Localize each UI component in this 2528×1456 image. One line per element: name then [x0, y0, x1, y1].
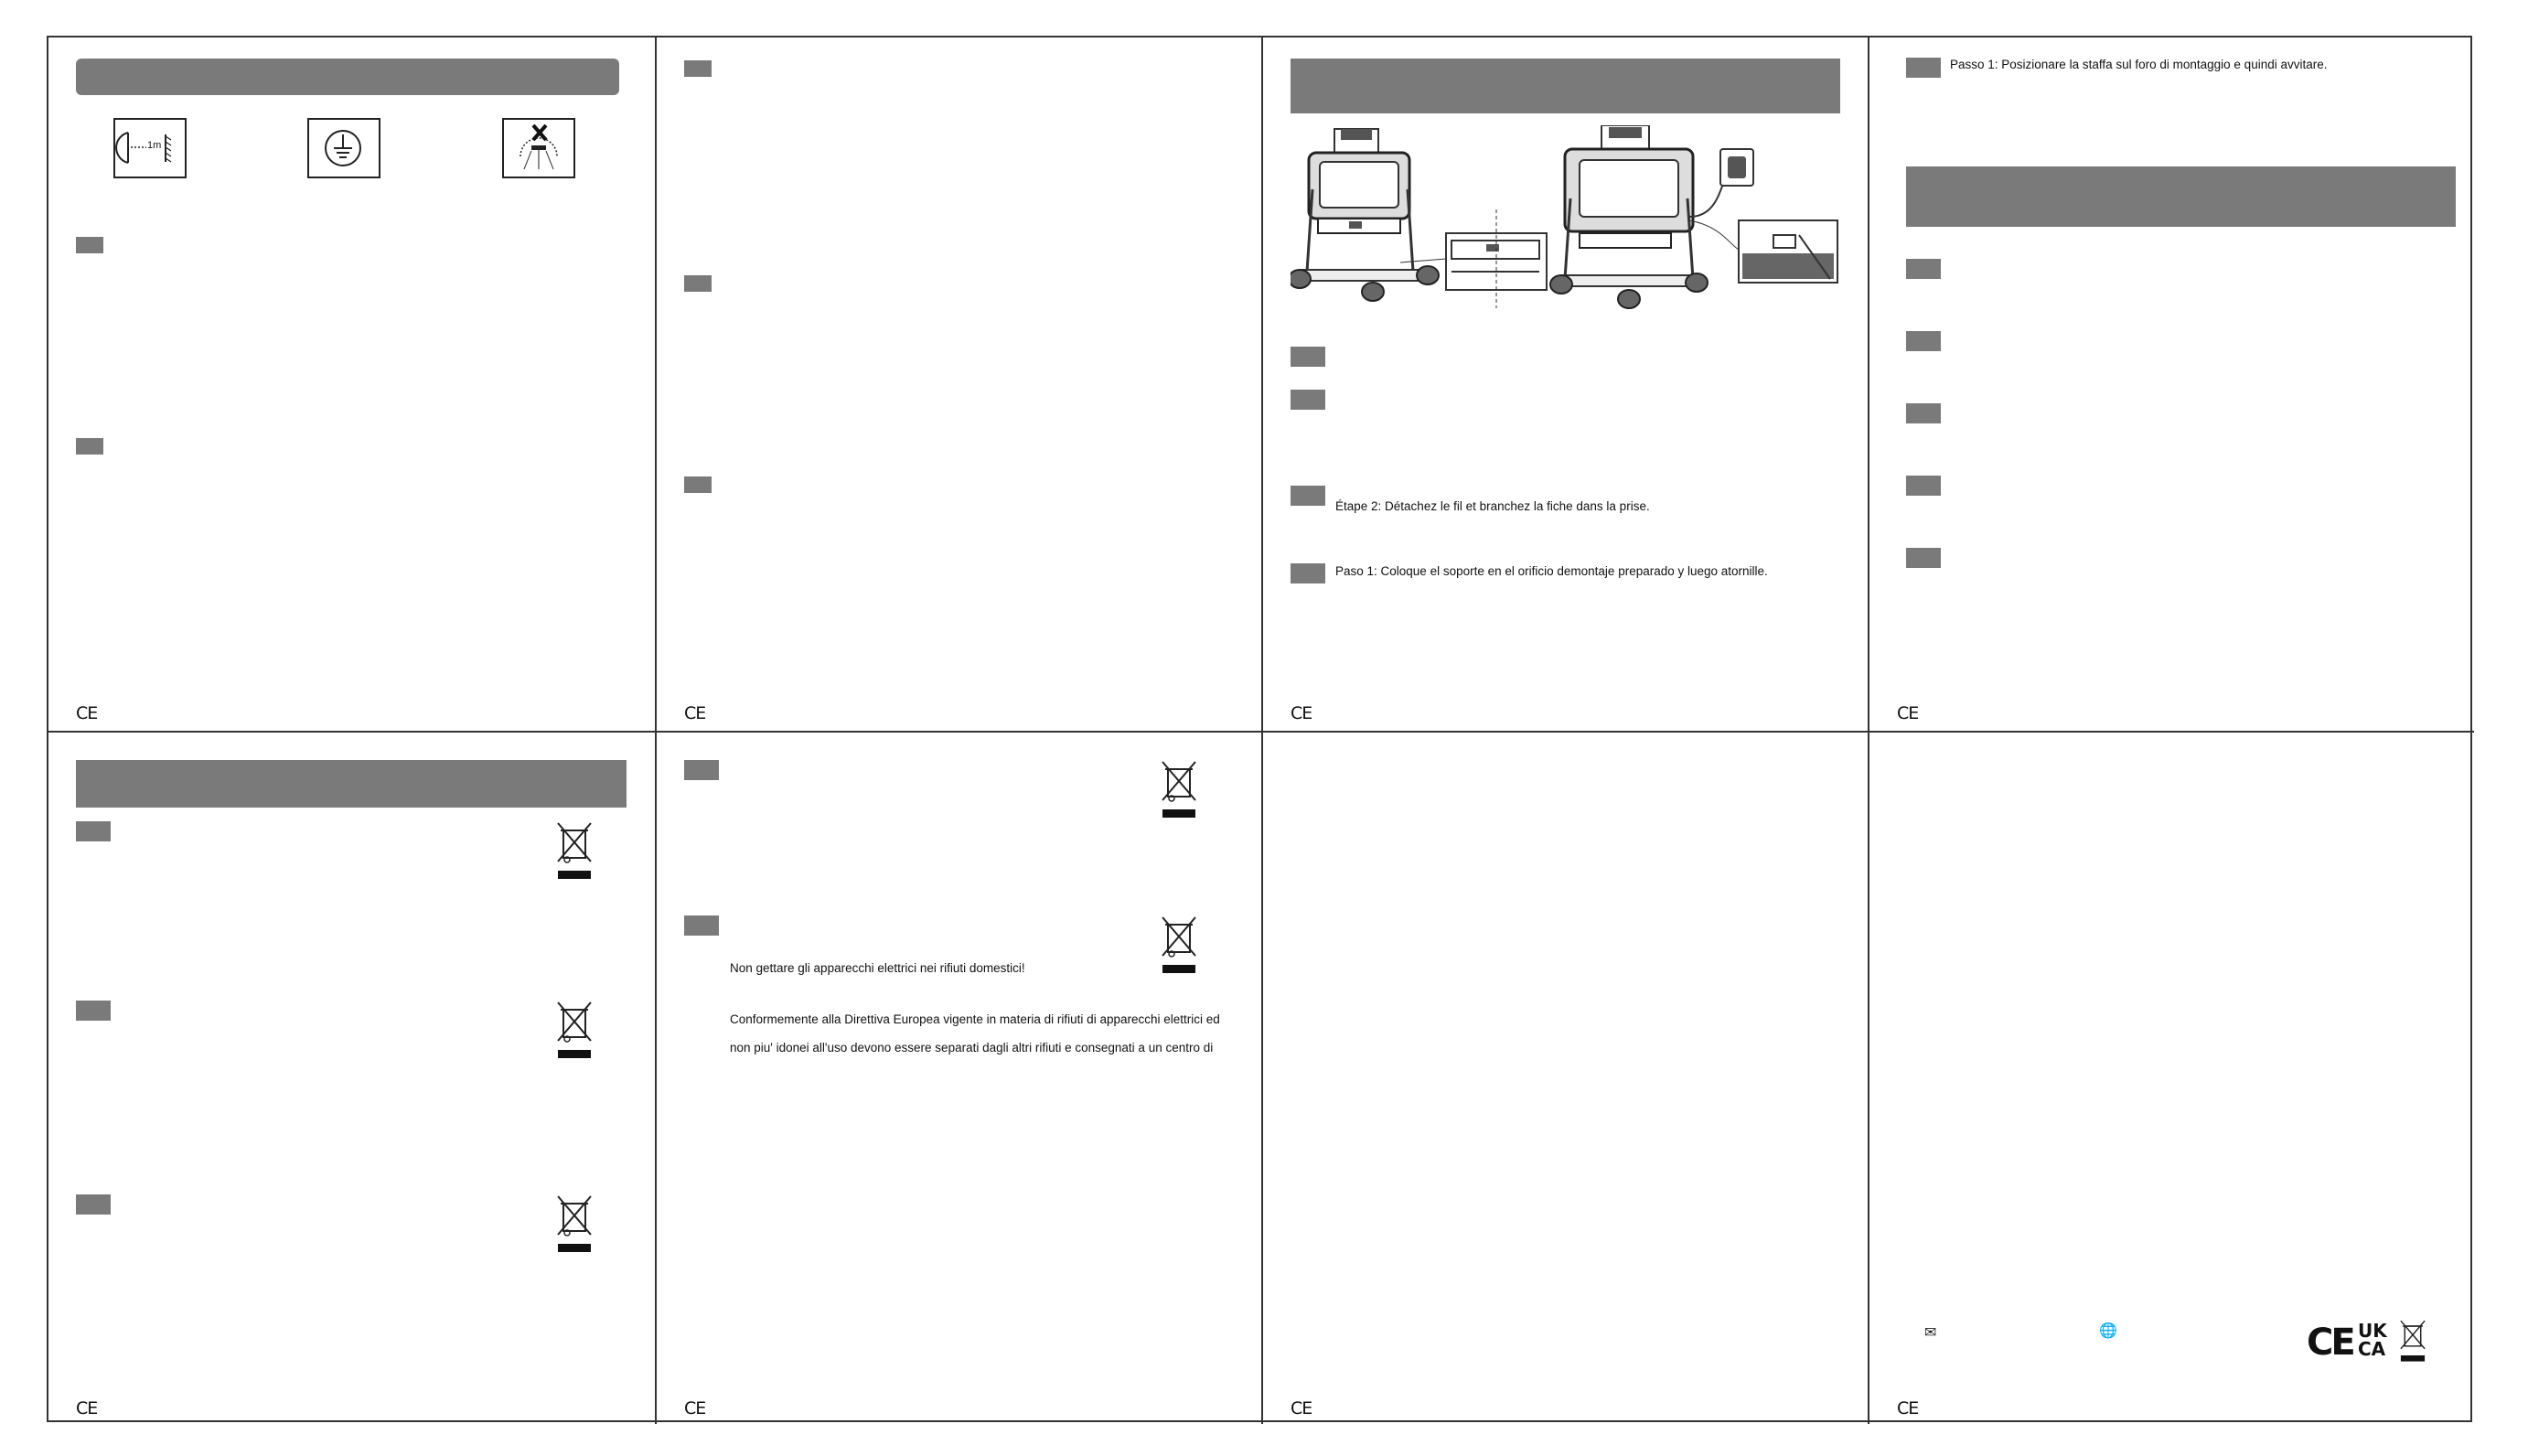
panel-disposal [48, 731, 655, 1424]
ce-mark-large: CE [2307, 1322, 2353, 1364]
instruction-step-fr: Étape 2: Détachez le fil et branchez la fiche dans la prise. [1335, 499, 1650, 513]
installation-illustration [1291, 125, 1840, 328]
envelope-icon: ✉ [1924, 1325, 1937, 1341]
language-tag [1906, 259, 1941, 279]
ce-mark: CE [684, 1398, 706, 1419]
ce-mark: CE [1291, 703, 1312, 723]
protective-earth-icon [307, 118, 380, 178]
instruction-step-it: Passo 1: Posizionare la staffa sul foro di montaggio e quindi avvitare. [1950, 58, 2328, 71]
language-tag [76, 821, 111, 841]
crossed-out-wheelie-bin-icon [2398, 1318, 2427, 1364]
crossed-out-wheelie-bin-icon [554, 1193, 595, 1255]
language-tag [1291, 347, 1325, 367]
panel-safety-symbols [48, 37, 655, 731]
crossed-out-wheelie-bin-icon [1159, 758, 1199, 820]
section-header-bar [1906, 166, 2456, 227]
crossed-out-wheelie-bin-icon [554, 999, 595, 1061]
ce-mark: CE [1291, 1398, 1312, 1419]
distance-label: 1m [147, 140, 162, 151]
language-tag [684, 915, 719, 936]
language-tag [1906, 476, 1941, 496]
no-covering-heat-icon [502, 118, 575, 178]
ukca-mark-top: UK [2358, 1320, 2387, 1342]
section-header-bar [76, 760, 627, 808]
disposal-text-line: non piu' idonei all'uso devono essere separati dagli altri rifiuti e consegnati a un centro di [730, 1041, 1214, 1055]
ce-mark: CE [76, 703, 98, 723]
language-tag [1291, 390, 1325, 410]
language-tag [1906, 403, 1941, 423]
section-header-bar [76, 59, 619, 95]
distance-1m-icon [113, 118, 187, 178]
crossed-out-wheelie-bin-icon [554, 819, 595, 882]
ce-mark: CE [684, 703, 706, 723]
panel-disposal-continued [655, 731, 1261, 1424]
language-tag [76, 438, 103, 455]
panel-back-cover [1868, 731, 2474, 1424]
language-tag [1906, 548, 1941, 568]
language-tag [1906, 331, 1941, 351]
panel-text-column [655, 37, 1261, 731]
language-tag [684, 476, 712, 493]
manual-sheet [47, 36, 2472, 1422]
language-tag [684, 760, 719, 780]
ce-mark: CE [1897, 1398, 1919, 1419]
language-tag [76, 1194, 111, 1215]
language-tag [76, 237, 103, 253]
ukca-mark-bottom: CA [2358, 1338, 2386, 1360]
language-tag [1291, 486, 1325, 506]
crossed-out-wheelie-bin-icon [1159, 914, 1199, 976]
panel-installation-continued [1868, 37, 2474, 731]
instruction-step-es: Paso 1: Coloque el soporte en el orificio demontaje preparado y luego atornille. [1335, 564, 1768, 578]
certification-marks [2307, 1318, 2435, 1373]
ce-mark: CE [76, 1398, 98, 1419]
language-tag [1291, 563, 1325, 583]
panel-installation [1261, 37, 1868, 731]
language-tag [1906, 58, 1941, 78]
ce-mark: CE [1897, 703, 1919, 723]
section-header-bar [1291, 59, 1840, 113]
globe-icon: 🌐 [2099, 1323, 2117, 1339]
panel-blank [1261, 731, 1868, 1424]
language-tag [76, 1001, 111, 1021]
disposal-text-line: Conformemente alla Direttiva Europea vigente in materia di rifiuti di apparecchi elettrici ed [730, 1012, 1220, 1026]
disposal-text-line: Non gettare gli apparecchi elettrici nei rifiuti domestici! [730, 961, 1025, 975]
language-tag [684, 275, 712, 292]
language-tag [684, 60, 712, 77]
